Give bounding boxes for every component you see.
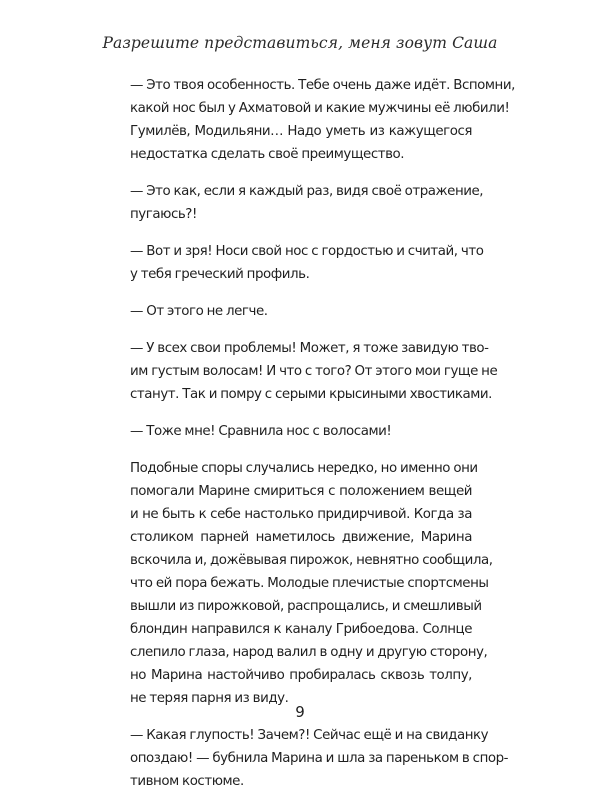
paragraph [130,457,493,710]
text-line: но Марина настойчиво пробиралась сквозь толпу, [130,668,472,683]
text-line: — Тоже мне! Сравнила нос с волосами! [130,424,392,439]
text-line: вышли из пирожковой, распрощались, и смешливый [130,599,482,614]
text-line: — Какая глупость! Зачем?! Сейчас ещё и на свиданку [130,728,489,743]
body-text [130,74,515,793]
page-number: 9 [295,703,305,721]
text-line: недостатка сделать своё преимущество. [130,147,405,162]
paragraph [130,180,484,226]
paragraph [130,337,498,406]
paragraph [130,240,484,286]
paragraph [130,74,515,166]
text-line: — Это твоя особенность. Тебе очень даже идёт. Вспомни, [130,78,515,93]
text-line: тивном костюме. [130,774,244,789]
text-line: Гумилёв, Модильяни… Надо уметь из кажущегося [130,124,472,139]
text-line: — От этого не легче. [130,304,268,319]
text-line: и не быть к себе настолько придирчивой. Когда за [130,507,472,522]
text-line: какой нос был у Ахматовой и какие мужчины её любили! [130,101,510,116]
text-line: — У всех свои проблемы! Может, я тоже завидую тво- [130,341,489,356]
text-line: что ей пора бежать. Молодые плечистые спортсмены [130,576,489,591]
text-line: слепило глаза, народ валил в одну и другую сторону, [130,645,488,660]
text-line: столиком парней наметилось движение, Марина [130,530,472,545]
text-line: станут. Так и помру с серыми крысиными хвостиками. [130,387,492,402]
running-header: Разрешите представиться, меня зовут Саша [102,34,498,52]
text-line: вскочила и, дожёвывая пирожок, невнятно сообщила, [130,553,493,568]
text-line: не теряя парня из виду. [130,691,289,706]
text-line: им густым волосам! И что с того? От этого мои гуще не [130,364,498,379]
text-line: пугаюсь?! [130,207,197,222]
paragraph [130,724,509,793]
text-line: — Вот и зря! Носи свой нос с гордостью и считай, что [130,244,484,259]
paragraph [130,420,472,443]
text-line: у тебя греческий профиль. [130,267,310,282]
text-line: — Это как, если я каждый раз, видя своё отражение, [130,184,484,199]
paragraph [130,300,472,323]
text-line: блондин направился к каналу Грибоедова. Солнце [130,622,472,637]
text-line: помогали Марине смириться с положением вещей [130,484,472,499]
text-line: опоздаю! — бубнила Марина и шла за пареньком в спор- [130,751,509,766]
text-line: Подобные споры случались нередко, но именно они [130,461,478,476]
